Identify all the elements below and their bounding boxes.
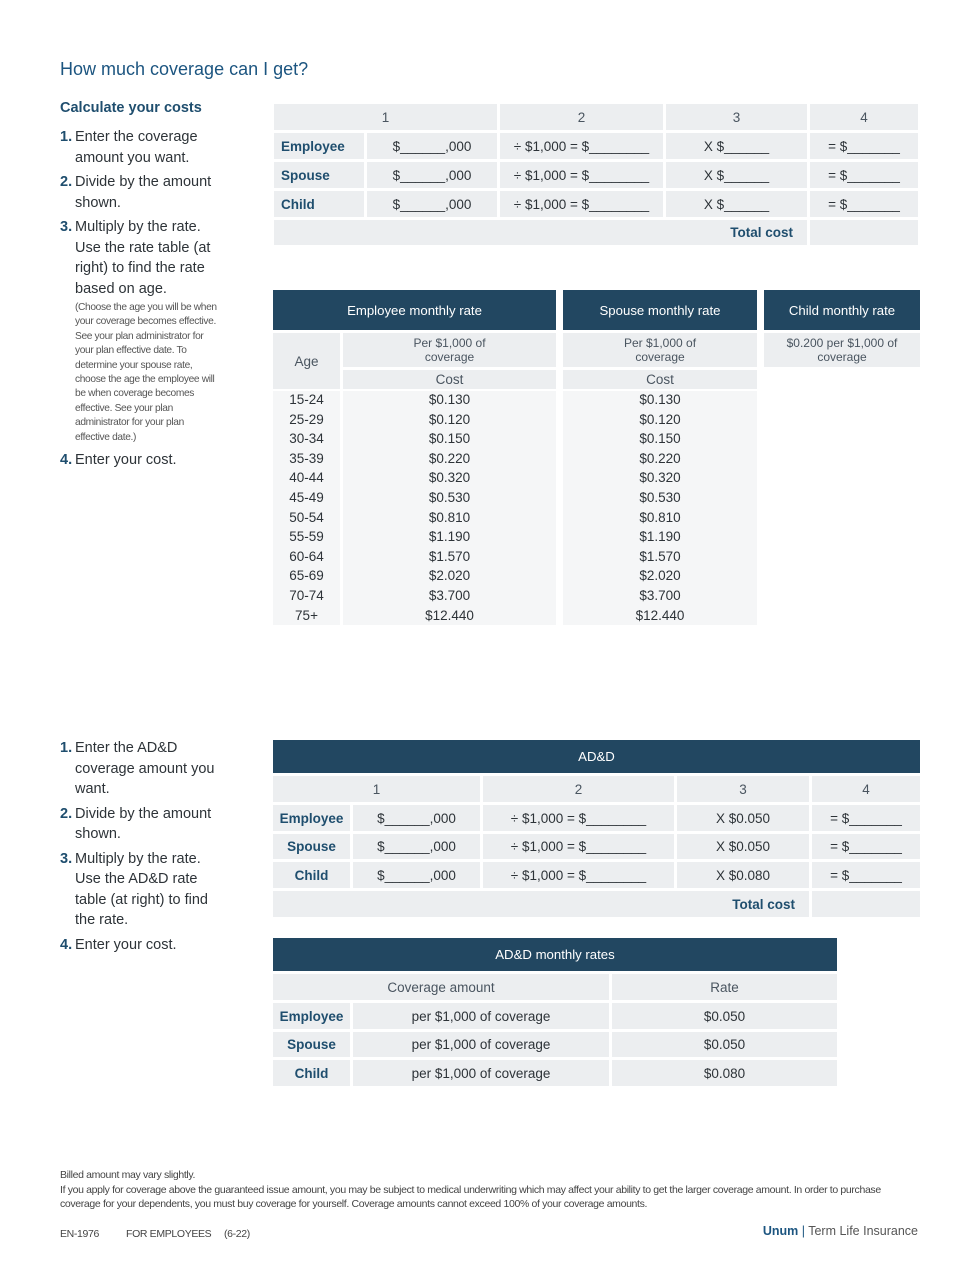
spouse-cost-cell: $0.150 xyxy=(639,431,681,447)
column-header: 4 xyxy=(812,776,920,802)
instructions-list xyxy=(60,127,220,475)
instruction-step xyxy=(60,738,225,800)
step-text: Divide by the amount shown. xyxy=(75,174,212,211)
instruction-step xyxy=(60,127,220,168)
cost-input[interactable]: = $_______ xyxy=(810,191,918,217)
divide-input[interactable]: ÷ $1,000 = $________ xyxy=(483,834,674,859)
row-label-child: Child xyxy=(274,191,364,217)
coverage-amount-header: Coverage amount xyxy=(273,974,609,1000)
section-subtitle: Calculate your costs xyxy=(60,100,202,116)
age-header: Age xyxy=(273,333,340,389)
form-id: EN-1976 xyxy=(60,1228,99,1240)
rate-value: X $0.050 xyxy=(677,805,809,831)
rate-cell: $0.080 xyxy=(612,1060,837,1086)
spouse-cost-cell: $3.700 xyxy=(639,588,681,603)
employee-rate-header: Employee monthly rate xyxy=(273,290,556,330)
row-label-child: Child xyxy=(273,1060,350,1086)
cost-input[interactable]: = $_______ xyxy=(812,862,920,888)
step-text: Divide by the amount shown. xyxy=(75,805,212,842)
coverage-amount-input[interactable]: $______,000 xyxy=(367,162,497,188)
rate-cell: $0.050 xyxy=(612,1032,837,1057)
row-label-spouse: Spouse xyxy=(273,834,350,859)
step-number: 1. xyxy=(60,129,73,145)
rate-input[interactable]: X $______ xyxy=(666,133,807,159)
instruction-step xyxy=(60,804,225,845)
page-title: How much coverage can I get? xyxy=(60,59,309,79)
coverage-amount-input[interactable]: $______,000 xyxy=(367,191,497,217)
step-number: 3. xyxy=(60,219,73,235)
age-cell: 45-49 xyxy=(289,490,324,505)
age-cell: 70-74 xyxy=(289,588,324,603)
age-cell: 60-64 xyxy=(289,548,324,564)
form-date: (6-22) xyxy=(224,1228,250,1240)
employee-cost-cell: $3.700 xyxy=(428,588,471,603)
row-label-employee: Employee xyxy=(273,1003,350,1029)
spouse-per-1000-label: Per $1,000 of coverage xyxy=(563,333,757,367)
brand-name: Unum xyxy=(762,1224,799,1238)
column-header: 2 xyxy=(500,104,663,130)
coverage-amount-cell: per $1,000 of coverage xyxy=(353,1032,609,1057)
rate-input[interactable]: X $______ xyxy=(666,191,807,217)
step-number: 4. xyxy=(60,936,73,953)
step-number: 4. xyxy=(60,452,73,469)
column-header: 4 xyxy=(810,104,918,130)
spouse-cost-cell: $1.190 xyxy=(639,529,681,545)
add-title-header: AD&D xyxy=(273,740,920,773)
step-number: 1. xyxy=(60,740,73,756)
rate-value: X $0.080 xyxy=(677,862,809,888)
employee-cost-cell: $0.530 xyxy=(428,490,471,505)
row-label-child: Child xyxy=(273,862,350,888)
age-cell: 25-29 xyxy=(289,411,324,427)
spouse-cost-cell: $0.120 xyxy=(639,411,681,427)
spouse-cost-cell: $12.440 xyxy=(635,607,685,623)
spouse-rate-header: Spouse monthly rate xyxy=(563,290,757,330)
employee-cost-cell: $0.220 xyxy=(428,450,471,466)
step-text: Enter the coverage amount you want. xyxy=(75,129,198,166)
spouse-cost-cell: $0.320 xyxy=(639,470,681,486)
employee-cost-label: Cost xyxy=(343,370,556,389)
coverage-disclaimer: If you apply for coverage above the guaranteed issue amount, you may be subject to medical underwriting which may affect your ability to get the larger coverage amount. In order to purchase coverage for your dependents, you must buy coverage for yourself. Coverage amounts cannot exceed 100% of your coverage amounts. xyxy=(60,1183,881,1210)
brand-separator: | xyxy=(801,1224,805,1238)
row-label-spouse: Spouse xyxy=(273,1032,350,1057)
spouse-cost-cell: $0.130 xyxy=(639,392,681,407)
coverage-amount-input[interactable]: $______,000 xyxy=(353,862,480,888)
age-cell: 75+ xyxy=(295,607,318,623)
step-text: Enter your cost. xyxy=(75,936,177,953)
coverage-amount-input[interactable]: $______,000 xyxy=(367,133,497,159)
row-label-spouse: Spouse xyxy=(274,162,364,188)
employee-cost-cell: $0.120 xyxy=(428,411,471,427)
employee-cost-cell: $1.190 xyxy=(428,529,471,545)
coverage-amount-input[interactable]: $______,000 xyxy=(353,805,480,831)
spouse-cost-label: Cost xyxy=(563,370,757,389)
age-cell: 65-69 xyxy=(289,568,324,584)
audience-label: FOR EMPLOYEES xyxy=(126,1228,212,1240)
age-cell: 30-34 xyxy=(289,431,324,447)
age-cell: 35-39 xyxy=(289,450,324,466)
employee-cost-cell: $0.810 xyxy=(428,509,471,525)
add-instructions-list xyxy=(60,738,225,959)
employee-cost-cell: $2.020 xyxy=(428,568,471,584)
rate-rows xyxy=(273,392,757,628)
divide-input[interactable]: ÷ $1,000 = $________ xyxy=(483,862,674,888)
total-cost-input[interactable] xyxy=(812,891,920,917)
row-label-employee: Employee xyxy=(274,133,364,159)
cost-input[interactable]: = $_______ xyxy=(810,133,918,159)
column-header: 3 xyxy=(666,104,807,130)
coverage-amount-cell: per $1,000 of coverage xyxy=(353,1003,609,1029)
coverage-amount-cell: per $1,000 of coverage xyxy=(353,1060,609,1086)
instruction-step xyxy=(60,935,225,956)
employee-cost-cell: $0.150 xyxy=(428,431,471,447)
instruction-step xyxy=(60,217,220,299)
employee-per-1000-label: Per $1,000 of coverage xyxy=(343,333,556,367)
rate-value: X $0.050 xyxy=(677,834,809,859)
child-rate-value: $0.200 per $1,000 of coverage xyxy=(764,333,920,367)
age-cell: 55-59 xyxy=(289,529,324,545)
age-note: (Choose the age you will be when your coverage becomes effective. See your plan administrator for your plan effective date. To determine your spouse rate, choose the age the employee will be when coverage becomes effective. See your plan administrator for your plan effective date.) xyxy=(75,302,217,443)
employee-cost-cell: $1.570 xyxy=(428,548,471,564)
instruction-step xyxy=(60,849,225,931)
employee-cost-cell: $0.320 xyxy=(428,470,471,486)
cost-input[interactable]: = $_______ xyxy=(812,805,920,831)
total-cost-label: Total cost xyxy=(274,220,807,245)
age-cell: 15-24 xyxy=(289,392,324,407)
column-header: 1 xyxy=(273,776,480,802)
step-text: Multiply by the rate. Use the AD&D rate table (at right) to find the rate. xyxy=(75,850,208,928)
child-rate-header: Child monthly rate xyxy=(764,290,920,330)
step-text: Enter your cost. xyxy=(75,452,177,469)
cost-input[interactable]: = $_______ xyxy=(810,162,918,188)
footer-disclaimer xyxy=(60,1168,920,1212)
age-cell: 40-44 xyxy=(289,470,324,486)
step-number: 2. xyxy=(60,805,73,822)
spouse-cost-cell: $0.810 xyxy=(639,509,681,525)
cost-input[interactable]: = $_______ xyxy=(812,834,920,859)
employee-cost-cell: $12.440 xyxy=(425,607,474,623)
step-number: 3. xyxy=(60,850,73,867)
rate-input[interactable]: X $______ xyxy=(666,162,807,188)
spouse-cost-cell: $0.530 xyxy=(639,490,681,505)
step-text: Multiply by the rate. Use the rate table (at right) to find the rate based on age. xyxy=(75,219,211,297)
spouse-cost-cell: $2.020 xyxy=(639,568,681,584)
add-rates-title: AD&D monthly rates xyxy=(273,938,837,971)
step-text: Enter the AD&D coverage amount you want. xyxy=(75,740,215,797)
employee-cost-cell: $0.130 xyxy=(428,392,471,407)
column-header: 1 xyxy=(274,104,497,130)
coverage-amount-input[interactable]: $______,000 xyxy=(353,834,480,859)
billing-note: Billed amount may vary slightly. xyxy=(60,1169,196,1181)
instruction-step xyxy=(60,450,220,471)
total-cost-input[interactable] xyxy=(810,220,918,245)
product-name: Term Life Insurance xyxy=(808,1224,918,1238)
spouse-cost-cell: $0.220 xyxy=(639,450,681,466)
footer-brand xyxy=(763,1224,918,1238)
divide-input[interactable]: ÷ $1,000 = $________ xyxy=(500,191,663,217)
column-header: 2 xyxy=(483,776,674,802)
rate-cell: $0.050 xyxy=(612,1003,837,1029)
divide-input[interactable]: ÷ $1,000 = $________ xyxy=(500,133,663,159)
column-header: 3 xyxy=(677,776,809,802)
age-cell: 50-54 xyxy=(289,509,324,525)
instruction-step xyxy=(60,172,220,213)
total-cost-label: Total cost xyxy=(273,891,809,917)
divide-input[interactable]: ÷ $1,000 = $________ xyxy=(483,805,674,831)
spouse-cost-cell: $1.570 xyxy=(639,548,681,564)
row-label-employee: Employee xyxy=(273,805,350,831)
step-number: 2. xyxy=(60,174,73,190)
rate-header: Rate xyxy=(612,974,837,1000)
divide-input[interactable]: ÷ $1,000 = $________ xyxy=(500,162,663,188)
